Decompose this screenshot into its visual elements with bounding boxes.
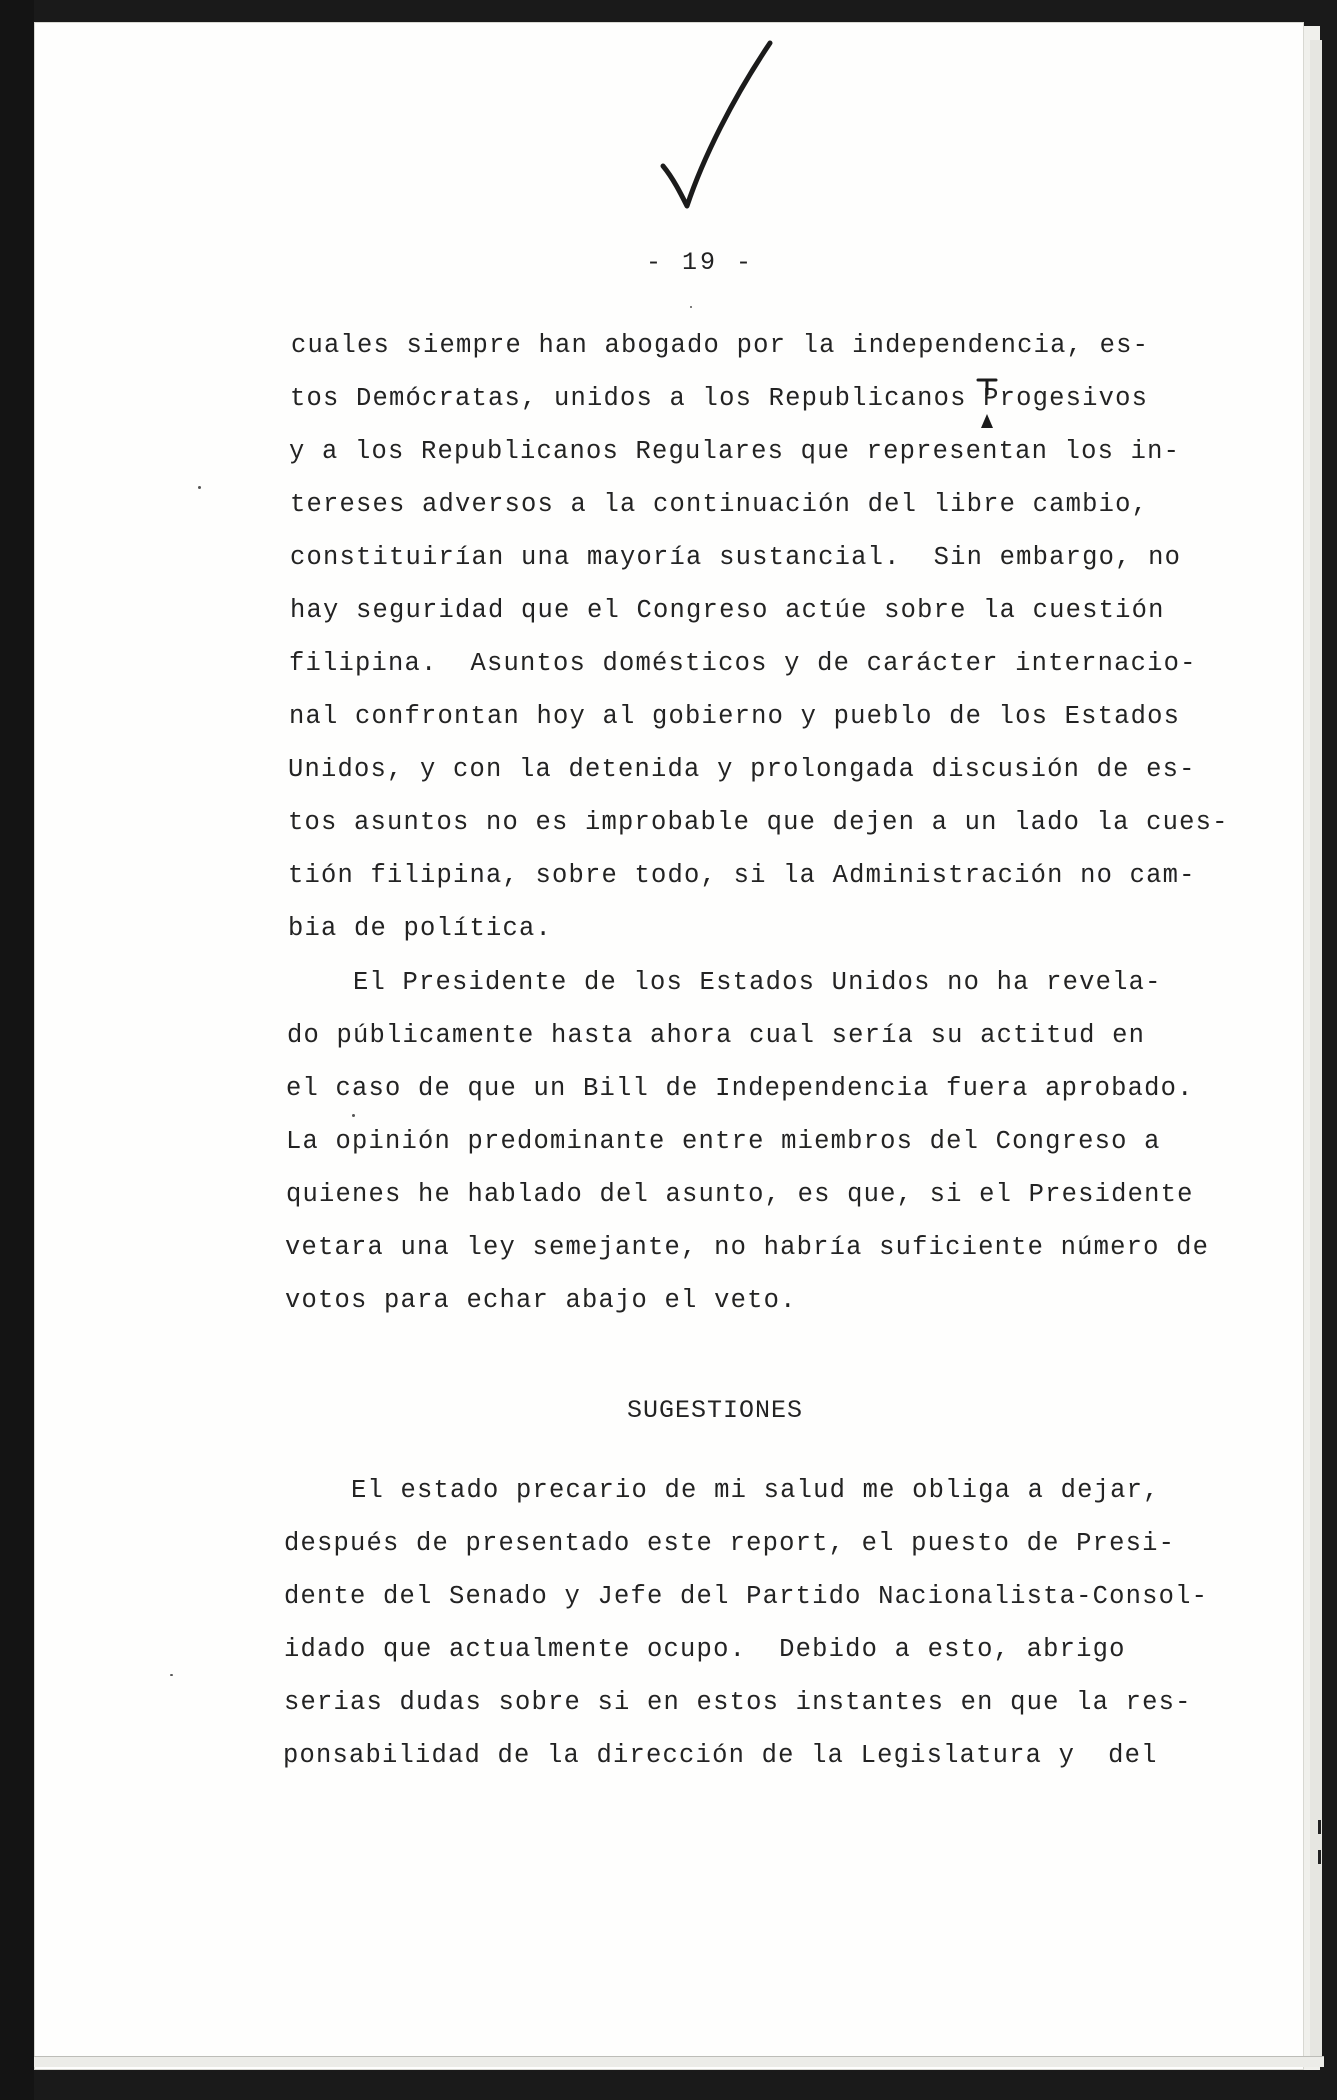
page-number: - 19 - (645, 248, 754, 277)
text-line: el caso de que un Bill de Independencia fuera aprobado. (286, 1074, 1194, 1103)
text-line: La opinión predominante entre miembros del Congreso a (286, 1127, 1161, 1156)
text-line: tos Demócratas, unidos a los Republicanos Progesivos (290, 384, 1149, 413)
underlying-sheet-bottom (34, 2056, 1324, 2067)
edge-mark (1318, 1820, 1321, 1834)
text-line: idado que actualmente ocupo. Debido a esto, abrigo (284, 1635, 1126, 1664)
text-line: hay seguridad que el Congreso actúe sobre la cuestión (290, 596, 1165, 625)
scan-speck (170, 1674, 173, 1676)
scan-speck (690, 306, 692, 308)
text-line: votos para echar abajo el veto. (285, 1286, 797, 1315)
text-line: filipina. Asuntos domésticos y de carácter internacio- (289, 649, 1197, 678)
text-line: constituirían una mayoría sustancial. Sin embargo, no (290, 543, 1182, 572)
text-line: después de presentado este report, el puesto de Presi- (284, 1529, 1176, 1558)
text-line: ponsabilidad de la dirección de la Legislatura y del (283, 1741, 1158, 1770)
text-line: quienes he hablado del asunto, es que, si el Presidente (286, 1180, 1194, 1209)
edge-mark (1318, 1850, 1321, 1864)
scan-speck (352, 1114, 355, 1117)
text-line: El estado precario de mi salud me obliga a dejar, (285, 1476, 1160, 1505)
text-line: nal confrontan hoy al gobierno y pueblo de los Estados (289, 702, 1181, 731)
text-line: El Presidente de los Estados Unidos no ha revela- (287, 968, 1162, 997)
underlying-sheet-edge-2 (1310, 40, 1322, 2060)
text-line: cuales siempre han abogado por la independencia, es- (291, 331, 1150, 360)
text-line: vetara una ley semejante, no habría suficiente número de (285, 1233, 1210, 1262)
scan-border-left (0, 0, 34, 2100)
text-line: tereses adversos a la continuación del libre cambio, (290, 490, 1149, 519)
caret-icon (972, 374, 1002, 432)
section-heading: SUGESTIONES (626, 1396, 804, 1425)
scan-speck (198, 486, 201, 489)
text-line: serias dudas sobre si en estos instantes en que la res- (284, 1688, 1192, 1717)
text-line: tión filipina, sobre todo, si la Administración no cam- (288, 861, 1196, 890)
text-line: tos asuntos no es improbable que dejen a un lado la cues- (288, 808, 1229, 837)
text-line: do públicamente hasta ahora cual sería su actitud en (287, 1021, 1146, 1050)
text-line: y a los Republicanos Regulares que representan los in- (289, 437, 1181, 466)
text-line: dente del Senado y Jefe del Partido Nacionalista-Consol- (284, 1582, 1209, 1611)
text-line: bia de política. (288, 914, 553, 943)
checkmark-icon (655, 38, 775, 213)
text-line: Unidos, y con la detenida y prolongada discusión de es- (288, 755, 1196, 784)
